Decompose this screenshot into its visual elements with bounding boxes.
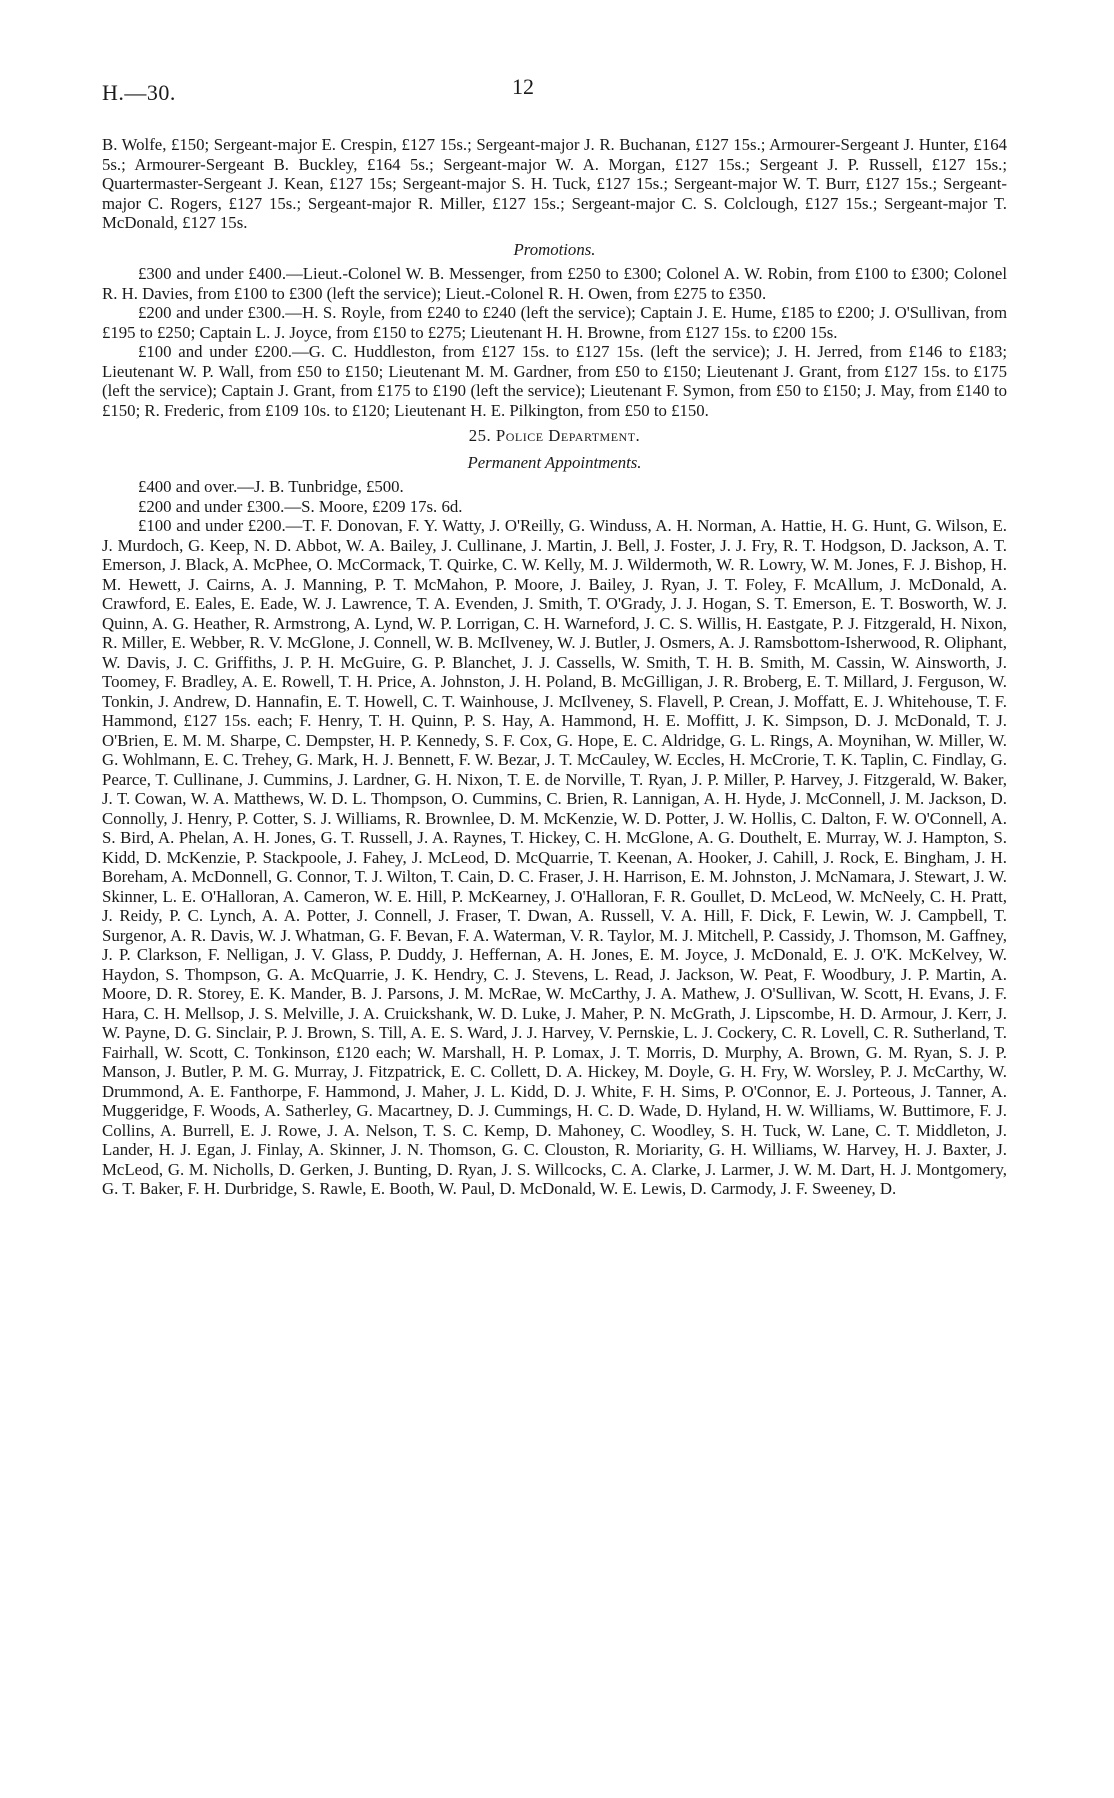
promotions-paragraph-200-300: £200 and under £300.—H. S. Royle, from £240 to £240 (left the service); Captain J. E. Hume, £185 to £200; J. O'Sullivan, from £195 to £250; Captain L. J. Joyce, from £150 to £275; Lieutenant H. H. Browne, from £127 15s. to £200 15s. — [102, 303, 1007, 342]
promotions-paragraph-300-400: £300 and under £400.—Lieut.-Colonel W. B. Messenger, from £250 to £300; Colonel A. W. Robin, from £100 to £300; Colonel R. H. Davies, from £100 to £300 (left the service); Lieut.-Colonel R. H. Owen, from £275 to £350. — [102, 264, 1007, 303]
page-number: 12 — [512, 74, 534, 99]
promotions-heading: Promotions. — [513, 239, 596, 259]
document-body — [102, 135, 1007, 1199]
appointments-paragraph-200-300: £200 and under £300.—S. Moore, £209 17s. 6d. — [138, 496, 463, 516]
police-department-heading — [102, 426, 1007, 446]
section-title: Police Department. — [495, 426, 641, 445]
continued-appointments-paragraph: B. Wolfe, £150; Sergeant-major E. Crespin, £127 15s.; Sergeant-major J. R. Buchanan, £127 15s.; Armourer-Sergeant J. Hunter, £164 5s.; Armourer-Sergeant B. Buckley, £164 5s.; Sergeant-major W. A. Morgan, £127 15s.; Sergeant J. P. Russell, £127 15s.; Quartermaster-Sergeant J. Kean, £127 15s; Sergeant-major S. H. Tuck, £127 15s.; Sergeant-major W. T. Burr, £127 15s.; Sergeant-major C. Rogers, £127 15s.; Sergeant-major R. Miller, £127 15s.; Sergeant-major C. S. Colclough, £127 15s.; Sergeant-major T. McDonald, £127 15s. — [102, 135, 1007, 232]
appointments-paragraph-400-over: £400 and over.—J. B. Tunbridge, £500. — [138, 477, 404, 496]
promotions-paragraph-100-200: £100 and under £200.—G. C. Huddleston, from £127 15s. to £127 15s. (left the service); J. H. Jerred, from £146 to £183; Lieutenant W. P. Wall, from £50 to £150; Lieutenant M. M. Gardner, from £50 to £150; Lieutenant J. Grant, from £127 15s. to £175 (left the service); Captain J. Grant, from £175 to £190 (left the service); Lieutenant F. Symon, from £50 to £150; J. May, from £140 to £150; R. Frederic, from £109 10s. to £120; Lieutenant H. E. Pilkington, from £50 to £150. — [102, 342, 1007, 420]
page-header — [102, 74, 1007, 110]
section-number: 25. — [468, 426, 492, 445]
appointments-paragraph-100-200: £100 and under £200.—T. F. Donovan, F. Y. Watty, J. O'Reilly, G. Winduss, A. H. Norman, A. Hattie, H. G. Hunt, G. Wilson, E. J. Murdoch, G. Keep, N. D. Abbot, W. A. Bailey, J. Cullinane, J. Martin, J. Bell, J. Foster, J. J. Fry, R. T. Hodgson, D. Jackson, A. T. Emerson, J. Black, A. McPhee, O. McCormack, T. Quirke, C. W. Kelly, M. J. Wildermoth, W. R. Lowry, W. M. Jones, F. J. Bishop, H. M. Hewett, J. Cairns, A. J. Manning, P. T. McMahon, P. Moore, J. Bailey, J. Ryan, J. T. Foley, F. McAllum, J. McDonald, A. Crawford, E. Eales, E. Eade, W. J. Lawrence, T. A. Evenden, J. Smith, T. O'Grady, J. J. Hogan, S. T. Emerson, E. T. Bosworth, W. J. Quinn, A. G. Heather, R. Armstrong, A. Lynd, W. P. Lorrigan, C. H. Warneford, J. C. S. Willis, H. Eastgate, P. J. Fitzgerald, H. Nixon, R. Miller, E. Webber, R. V. McGlone, J. Connell, W. B. McIlveney, W. J. Butler, J. Osmers, A. J. Ramsbottom-Isherwood, R. Oliphant, W. Davis, J. C. Griffiths, J. P. H. McGuire, G. P. Blanchet, J. J. Cassells, W. Smith, T. H. B. Smith, M. Cassin, W. Ainsworth, J. Toomey, F. Bradley, A. E. Rowell, T. H. Price, A. Johnston, J. H. Poland, B. McGilligan, J. R. Broberg, E. T. Millard, J. Ferguson, W. Tonkin, J. Andrew, D. Hannafin, E. T. Howell, C. T. Wainhouse, J. McIlveney, S. Flavell, P. Crean, J. Moffatt, E. J. Whitehouse, T. F. Hammond, £127 15s. each; F. Henry, T. H. Quinn, P. S. Hay, A. Hammond, H. E. Moffitt, J. K. Simpson, D. J. McDonald, T. J. O'Brien, E. M. M. Sharpe, C. Dempster, H. P. Kennedy, S. F. Cox, G. Hope, E. C. Aldridge, G. L. Rings, A. Moynihan, W. Miller, W. G. Wohlmann, E. C. Trehey, G. Mark, H. J. Bennett, F. W. Bezar, J. T. McCauley, W. Eccles, H. McCrorie, T. K. Taplin, C. Findlay, G. Pearce, T. Cullinane, J. Cummins, J. Lardner, G. H. Nixon, T. E. de Norville, T. Ryan, J. P. Miller, P. Harvey, J. Fitzgerald, W. Baker, J. T. Cowan, W. A. Matthews, W. D. L. Thompson, O. Cummins, C. Brien, R. Lannigan, A. H. Hyde, J. McConnell, J. M. Jackson, D. Connolly, J. Henry, P. Cotter, S. J. Williams, R. Brownlee, D. M. McKenzie, W. D. Potter, J. W. Hollis, C. Dalton, F. W. O'Connell, A. S. Bird, A. Phelan, A. H. Jones, G. T. Russell, J. A. Raynes, T. Hickey, C. H. McGlone, A. G. Douthelt, E. Murray, W. J. Hampton, S. Kidd, D. McKenzie, P. Stackpoole, J. Fahey, J. McLeod, D. McQuarrie, T. Keenan, A. Hooker, J. Cahill, J. Rock, E. Bingham, J. H. Boreham, A. McDonnell, G. Connor, T. J. Wilton, T. Cain, D. C. Fraser, J. H. Harrison, E. M. Johnston, J. McNamara, J. Stewart, J. W. Skinner, L. E. O'Halloran, A. Cameron, W. E. Hill, P. McKearney, J. O'Halloran, F. R. Goullet, D. McLeod, W. McNeely, C. H. Pratt, J. Reidy, P. C. Lynch, A. A. Potter, J. Connell, J. Fraser, T. Dwan, A. Russell, V. A. Hill, F. Dick, F. Lewin, W. J. Campbell, T. Surgenor, A. R. Davis, W. J. Whatman, G. F. Bevan, F. A. Waterman, V. R. Taylor, M. J. Mitchell, P. Cassidy, J. Thomson, M. Gaffney, J. P. Clarkson, F. Nelligan, J. V. Glass, P. Duddy, J. Heffernan, A. H. Jones, E. M. Joyce, J. McDonald, E. J. O'K. McKelvey, W. Haydon, S. Thompson, G. A. McQuarrie, J. K. Hendry, C. J. Stevens, L. Read, J. Jackson, W. Peat, F. Woodbury, J. P. Martin, A. Moore, D. R. Storey, E. K. Mander, B. J. Parsons, J. M. McRae, W. McCarthy, J. A. Mathew, J. O'Sullivan, W. Scott, H. Evans, J. F. Hara, C. H. Mellsop, J. S. Melville, J. A. Cruickshank, W. D. Luke, J. Maher, P. N. McGrath, J. Lipscombe, H. D. Armour, J. Kerr, J. W. Payne, D. G. Sinclair, P. J. Brown, S. Till, A. E. S. Ward, J. J. Harvey, V. Pernskie, L. J. Cockery, C. R. Lovell, C. R. Sutherland, T. Fairhall, W. Scott, C. Tonkinson, £120 each; W. Marshall, H. P. Lomax, J. T. Morris, D. Murphy, A. Brown, G. M. Ryan, S. J. P. Manson, J. Butler, P. M. G. Murray, J. Fitzpatrick, E. C. Collett, D. A. Hickey, M. Doyle, G. H. Fry, W. Worsley, P. J. McCarthy, W. Drummond, A. E. Fanthorpe, F. Hammond, J. Maher, J. L. Kidd, D. J. White, F. H. Sims, P. O'Connor, E. J. Porteous, J. Tanner, A. Muggeridge, F. Woods, A. Satherley, G. Macartney, D. J. Cummings, H. C. D. Wade, D. Hyland, H. W. Williams, W. Buttimore, F. J. Collins, A. Burrell, E. J. Rowe, J. A. Nelson, T. S. C. Kemp, D. Mahoney, C. Woodley, S. H. Tuck, W. Lane, C. T. Middleton, J. Lander, H. J. Egan, J. Finlay, A. Skinner, J. N. Thomson, G. C. Clouston, R. Moriarity, G. H. Williams, W. Harvey, H. J. Baxter, J. McLeod, G. M. Nicholls, D. Gerken, J. Bunting, D. Ryan, J. S. Willcocks, C. A. Clarke, J. Larmer, J. W. M. Dart, H. J. Montgomery, G. T. Baker, F. H. Durbridge, S. Rawle, E. Booth, W. Paul, D. McDonald, W. E. Lewis, D. Carmody, J. F. Sweeney, D. — [102, 516, 1007, 1198]
document-reference: H.—30. — [102, 80, 176, 105]
permanent-appointments-heading: Permanent Appointments. — [467, 452, 642, 472]
